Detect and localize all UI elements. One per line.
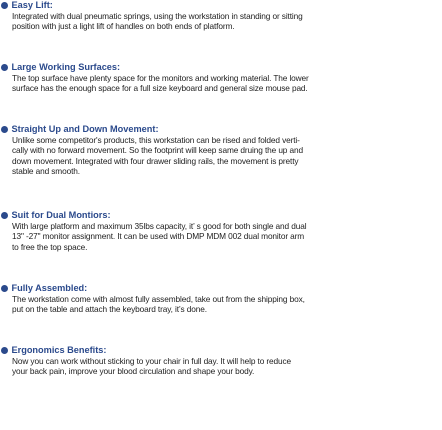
feature-description [12, 356, 440, 377]
feature-description [12, 135, 440, 177]
feature-dual-monitors [0, 210, 442, 252]
feature-description [12, 221, 440, 252]
bullet-icon [1, 126, 8, 133]
feature-title-row [0, 210, 442, 221]
feature-description [12, 11, 440, 32]
feature-description [12, 73, 440, 94]
feature-straight-movement [0, 124, 442, 177]
description-line: surface has the enough space for a full size keyboard and general size mouse pad. [12, 83, 308, 94]
bullet-icon [1, 2, 8, 9]
description-line: cally with no forward movement. So the footprint will keep same druing the up and [12, 145, 303, 156]
feature-easy-lift [0, 0, 442, 32]
description-line: Now you can work without sticking to your chair in full day. It will help to reduce [12, 356, 292, 366]
feature-title: Suit for Dual Montiors: [11, 210, 111, 220]
feature-large-working-surfaces [0, 62, 442, 94]
feature-title: Easy Lift: [11, 0, 53, 10]
feature-title: Fully Assembled: [11, 283, 88, 293]
feature-title: Straight Up and Down Movement: [11, 124, 159, 134]
description-line: Integrated with dual pneumatic springs, using the workstation in standing or sitting [12, 11, 303, 21]
feature-title-row [0, 62, 442, 73]
description-line: The workstation come with almost fully assembled, take out from the shipping box, [12, 294, 305, 304]
feature-title-row [0, 0, 442, 11]
bullet-icon [1, 212, 8, 219]
description-line: down movement. Integrated with four drawer sliding rails, the movement is pretty [12, 155, 299, 166]
description-line: stable and smooth. [12, 166, 80, 177]
bullet-icon [1, 347, 8, 354]
description-line: position with just a light lift of handles on both ends of platform. [12, 21, 235, 32]
description-line: put on the table and attach the keyboard tray, it’s done. [12, 304, 207, 315]
description-line: 13" -27" monitor assignment. It can be used with DMP MDM 002 dual monitor arm [12, 231, 305, 242]
description-line: to free the top space. [12, 241, 88, 252]
description-line: your back pain, improve your blood circulation and shape your body. [12, 366, 255, 377]
feature-title: Ergonomics Benefits: [11, 345, 107, 355]
feature-fully-assembled [0, 283, 442, 315]
feature-title: Large Working Surfaces: [11, 62, 121, 72]
description-line: With large platform and maximum 35lbs capacity, it’ s good for both single and dual [12, 221, 307, 231]
feature-ergonomics-benefits [0, 345, 442, 377]
feature-title-row [0, 345, 442, 356]
feature-title-row [0, 283, 442, 294]
description-line: The top surface have plenty space for the monitors and working material. The lower [12, 73, 309, 83]
feature-title-row [0, 124, 442, 135]
feature-description [12, 294, 440, 315]
bullet-icon [1, 285, 8, 292]
bullet-icon [1, 64, 8, 71]
description-line: Unlike some competitor's products, this workstation can be rised and folded verti- [12, 135, 300, 145]
